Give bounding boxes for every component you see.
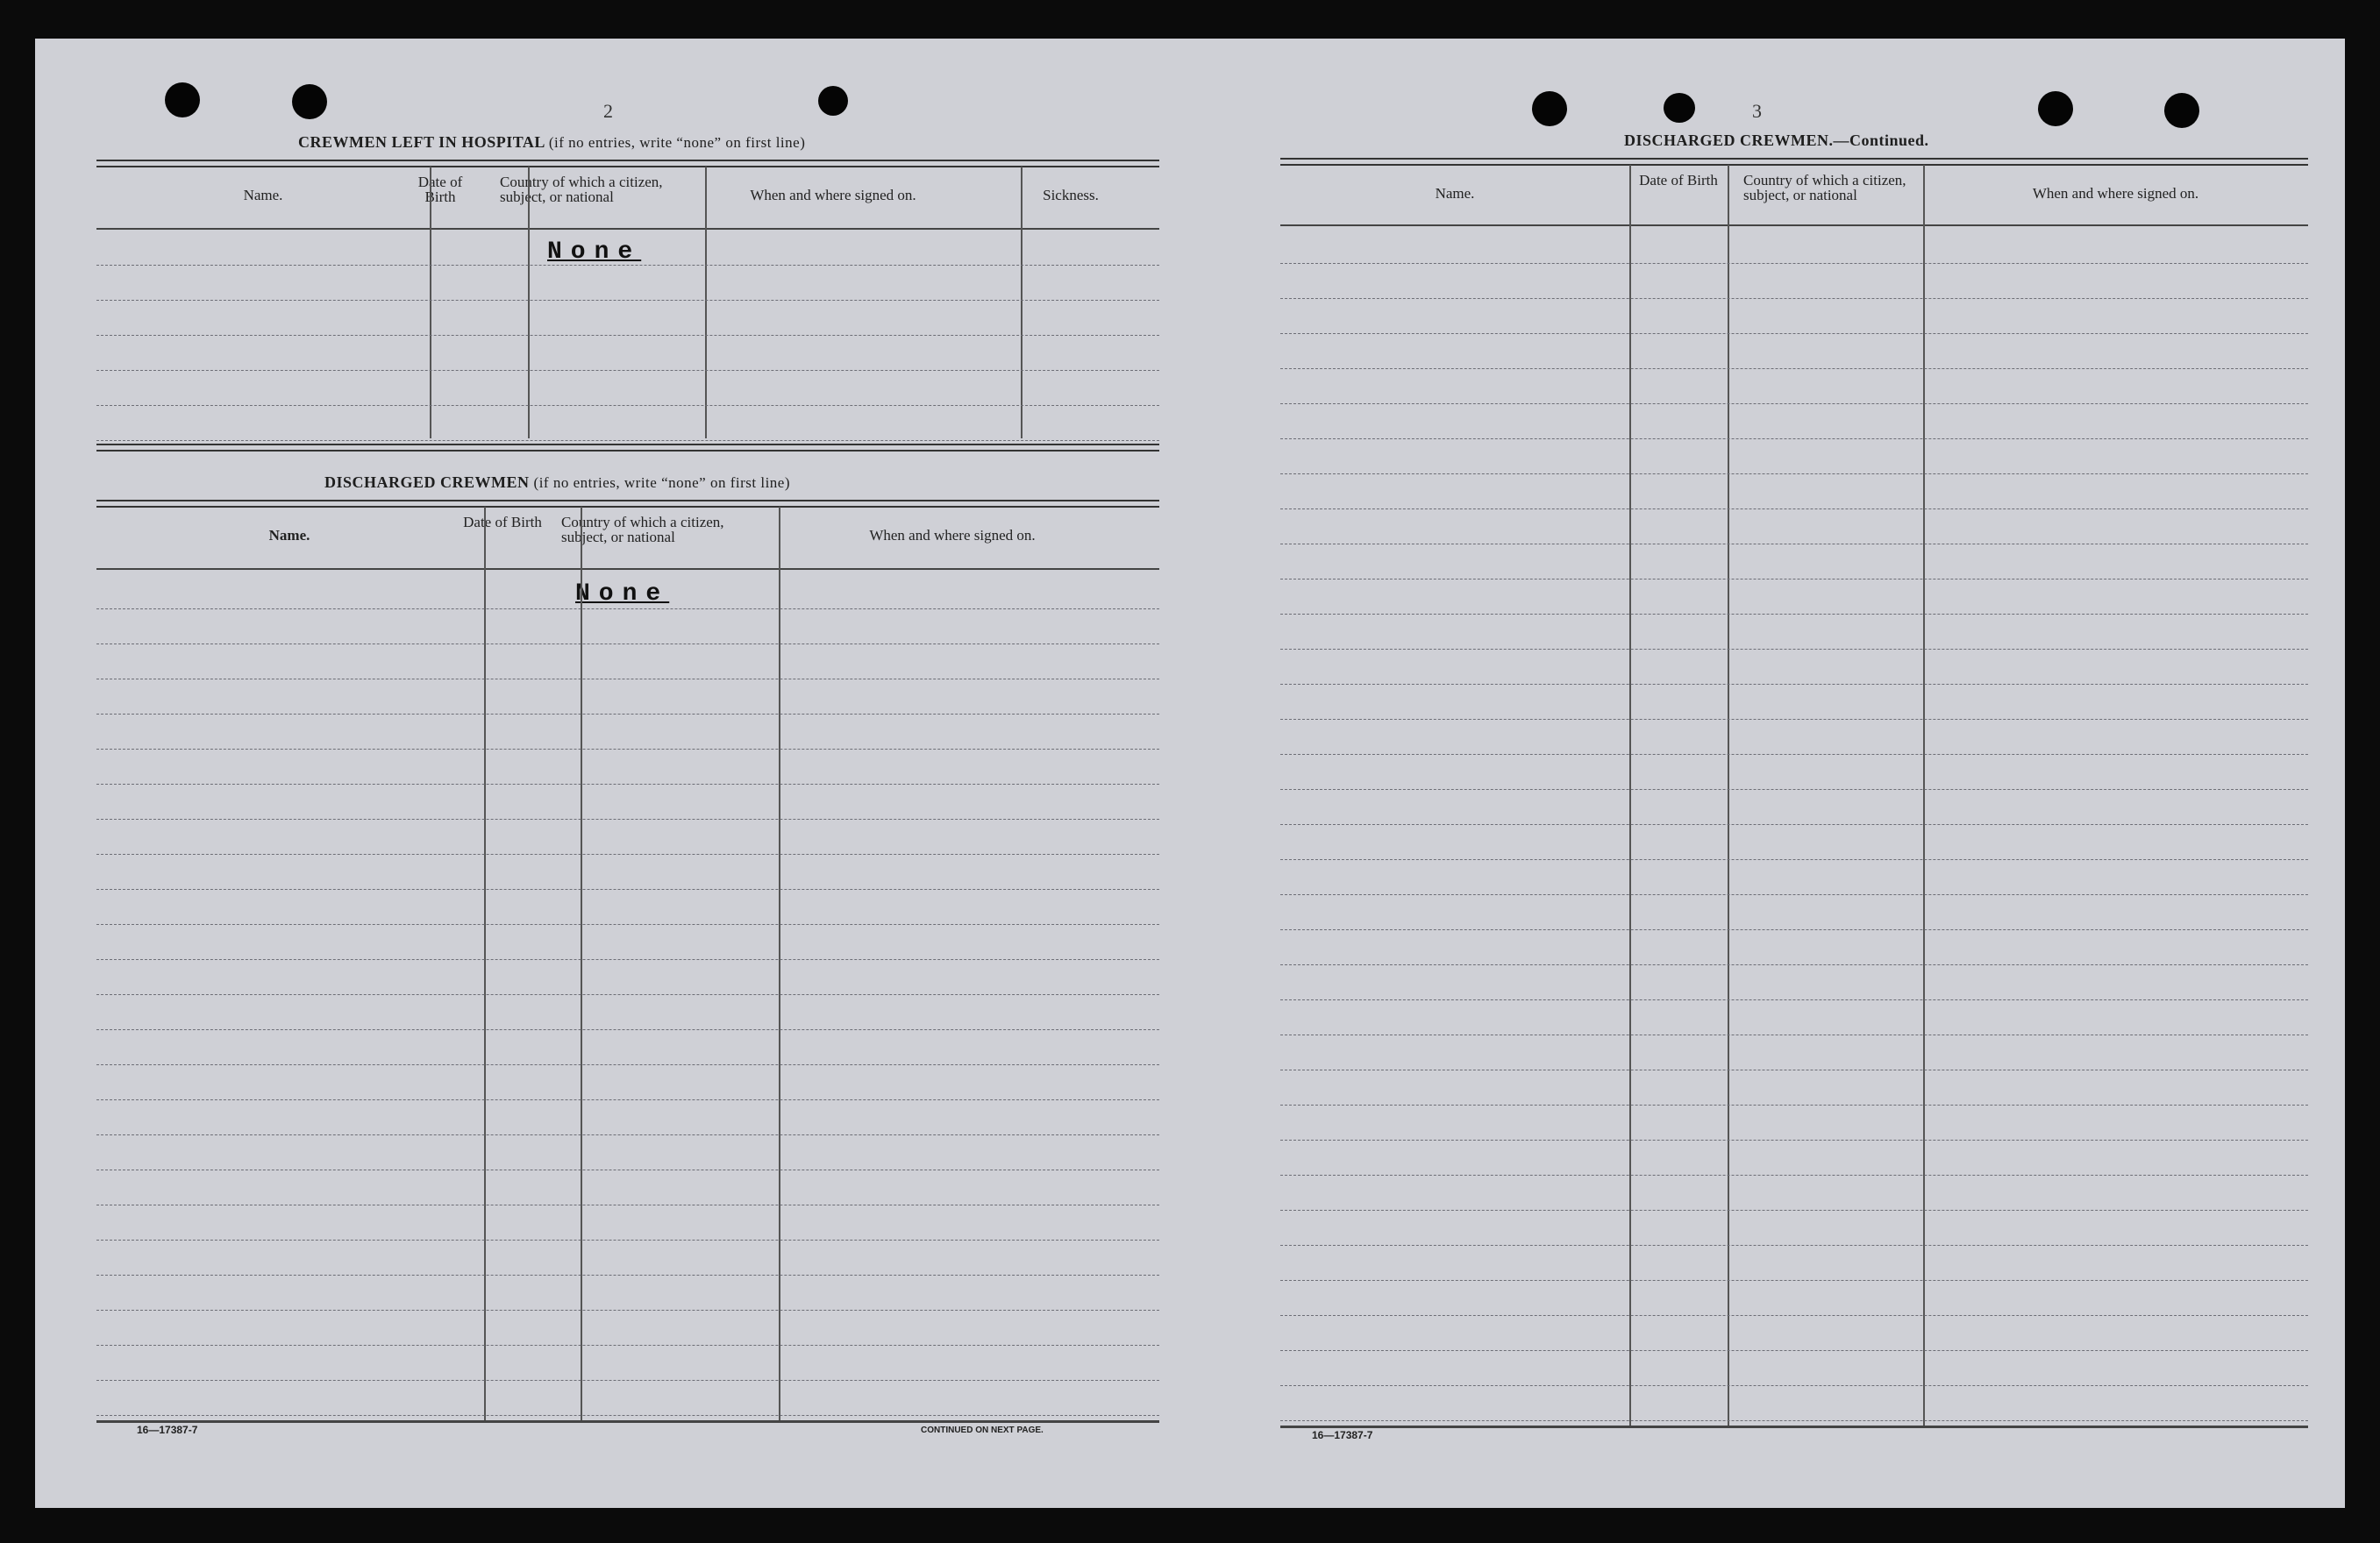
right-header-rule	[1280, 224, 2308, 226]
ruled-line	[1280, 1175, 2308, 1176]
ruled-line	[1280, 719, 2308, 720]
ruled-line	[96, 1099, 1159, 1100]
ruled-line	[1280, 824, 2308, 825]
ruled-line	[1280, 438, 2308, 439]
ruled-line	[96, 1064, 1159, 1065]
col-date-of-birth: Date of Birth	[1639, 172, 1718, 188]
column-separator	[430, 167, 431, 438]
ruled-line	[1280, 263, 2308, 264]
ruled-line	[1280, 508, 2308, 509]
ruled-line	[96, 784, 1159, 785]
page-number: 2	[603, 100, 613, 122]
col-country: Country of which a citizen, subject, or national	[561, 514, 724, 545]
page-number: 3	[1752, 100, 1762, 122]
ruled-line	[96, 405, 1159, 406]
ruled-line	[1280, 1140, 2308, 1141]
col-country: Country of which a citizen, subject, or national	[1743, 172, 1906, 203]
form-number: 16—17387-7	[137, 1424, 198, 1436]
ruled-line	[96, 889, 1159, 890]
punch-hole	[1532, 91, 1567, 126]
hospital-section-title	[298, 133, 805, 152]
ruled-line	[96, 1380, 1159, 1381]
ruled-line	[96, 854, 1159, 855]
column-separator	[1728, 165, 1729, 1426]
ruled-line	[1280, 999, 2308, 1000]
left-page	[35, 39, 1175, 1508]
col-date-of-birth: Date of Birth	[463, 514, 542, 530]
ruled-line	[96, 440, 1159, 441]
ruled-line	[96, 714, 1159, 715]
continued-note: CONTINUED ON NEXT PAGE.	[921, 1426, 1044, 1435]
ruled-line	[96, 265, 1159, 266]
punch-hole	[292, 84, 327, 119]
column-separator	[528, 167, 530, 438]
hospital-entry-none: None	[547, 238, 642, 266]
col-sickness: Sickness.	[1043, 187, 1099, 203]
col-country: Country of which a citizen, subject, or national	[500, 174, 663, 205]
ruled-line	[96, 608, 1159, 609]
punch-hole	[2038, 91, 2073, 126]
ruled-line	[1280, 754, 2308, 755]
ruled-line	[1280, 298, 2308, 299]
ruled-line	[1280, 614, 2308, 615]
right-bottom-rule	[1280, 1426, 2308, 1428]
discharged-header-rule	[96, 568, 1159, 570]
hospital-title-text: CREWMEN LEFT IN HOSPITAL	[298, 133, 545, 151]
col-signed-on: When and where signed on.	[2032, 185, 2199, 202]
punch-hole	[1664, 93, 1695, 123]
col-name: Name.	[1435, 185, 1475, 202]
ruled-line	[1280, 1350, 2308, 1351]
column-separator	[705, 167, 707, 438]
hospital-title-note: (if no entries, write “none” on first line)	[548, 134, 806, 151]
punch-hole	[818, 86, 848, 116]
column-separator	[1923, 165, 1925, 1426]
discharged-entry-none: None	[575, 580, 670, 608]
ruled-line	[1280, 789, 2308, 790]
ruled-line	[1280, 649, 2308, 650]
hospital-bottom-rule	[96, 444, 1159, 452]
discharged-section-title	[324, 473, 790, 492]
ruled-line	[1280, 403, 2308, 404]
ruled-line	[1280, 579, 2308, 580]
right-section-title: DISCHARGED CREWMEN.—Continued.	[1624, 132, 1929, 149]
ruled-line	[96, 1029, 1159, 1030]
discharged-title-note: (if no entries, write “none” on first line)	[533, 474, 790, 491]
hospital-top-rule	[96, 160, 1159, 167]
punch-hole	[165, 82, 200, 117]
ruled-line	[1280, 859, 2308, 860]
column-separator	[1629, 165, 1631, 1426]
ruled-line	[96, 1134, 1159, 1135]
document-sheet	[35, 39, 2345, 1508]
ruled-line	[96, 819, 1159, 820]
right-page	[1186, 39, 2345, 1508]
ruled-line	[1280, 929, 2308, 930]
ruled-line	[96, 370, 1159, 371]
ruled-line	[96, 1310, 1159, 1311]
col-name-text: Name.	[268, 527, 310, 544]
discharged-top-rule	[96, 500, 1159, 508]
col-signed-on: When and where signed on.	[869, 527, 1036, 544]
ruled-line	[96, 1275, 1159, 1276]
col-signed-on: When and where signed on.	[750, 187, 916, 203]
form-number: 16—17387-7	[1312, 1429, 1373, 1441]
col-name	[96, 528, 482, 543]
ruled-line	[96, 1415, 1159, 1416]
ruled-line	[96, 749, 1159, 750]
ruled-line	[1280, 473, 2308, 474]
ruled-line	[96, 335, 1159, 336]
ruled-line	[96, 1345, 1159, 1346]
ruled-line	[96, 300, 1159, 301]
ruled-line	[96, 994, 1159, 995]
ruled-line	[96, 924, 1159, 925]
discharged-bottom-rule	[96, 1420, 1159, 1423]
discharged-title-text: DISCHARGED CREWMEN	[324, 473, 530, 491]
ruled-line	[1280, 1245, 2308, 1246]
ruled-line	[1280, 1420, 2308, 1421]
ruled-line	[1280, 684, 2308, 685]
ruled-line	[1280, 964, 2308, 965]
ruled-line	[96, 959, 1159, 960]
ruled-line	[1280, 1105, 2308, 1106]
right-top-rule	[1280, 158, 2308, 166]
col-name: Name.	[243, 187, 283, 203]
ruled-line	[1280, 333, 2308, 334]
ruled-line	[1280, 894, 2308, 895]
column-separator	[1021, 167, 1023, 438]
col-date-of-birth: Date of Birth	[417, 174, 463, 205]
punch-hole	[2164, 93, 2199, 128]
ruled-line	[1280, 1280, 2308, 1281]
ruled-line	[1280, 1210, 2308, 1211]
ruled-line	[96, 1240, 1159, 1241]
ruled-line	[1280, 1385, 2308, 1386]
ruled-line	[1280, 1315, 2308, 1316]
ruled-line	[1280, 368, 2308, 369]
hospital-header-rule	[96, 228, 1159, 230]
